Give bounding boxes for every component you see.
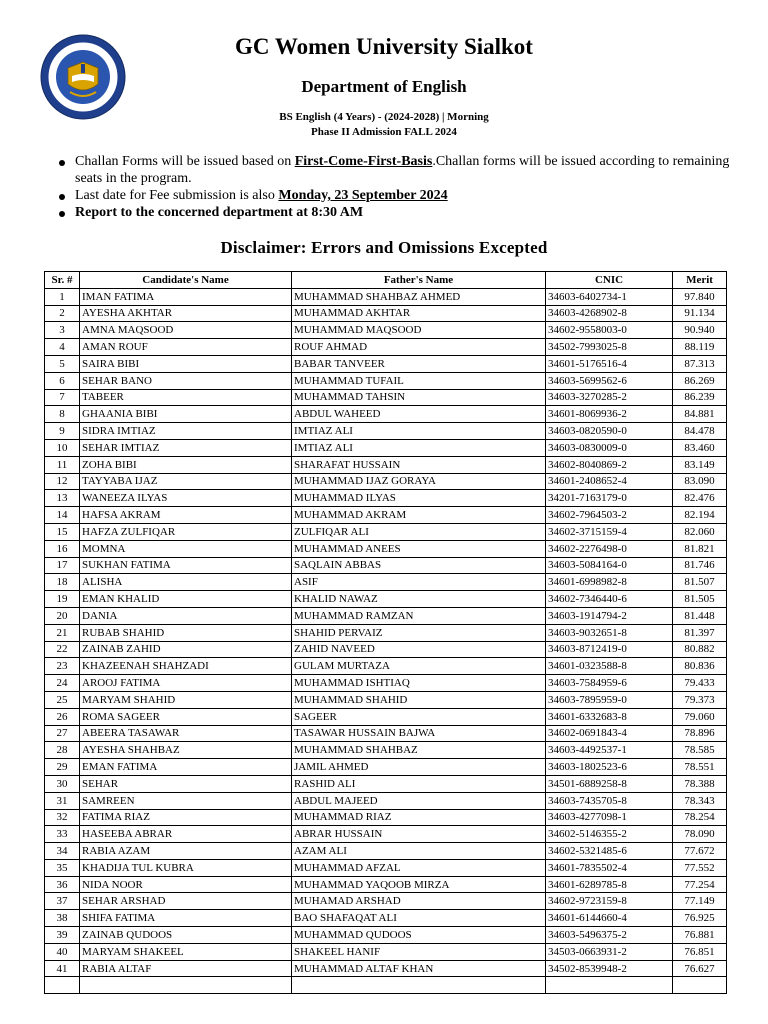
cell-father-name: MUHAMMAD RAMZAN <box>292 607 546 624</box>
table-row <box>45 725 727 742</box>
cell-cnic: 34602-7346440-6 <box>546 591 673 608</box>
cell-merit: 81.746 <box>673 557 727 574</box>
merit-list-table <box>44 271 727 994</box>
cell-merit: 81.505 <box>673 591 727 608</box>
cell-father-name: GULAM MURTAZA <box>292 658 546 675</box>
table-row <box>45 859 727 876</box>
first-come-basis-text: First-Come-First-Basis <box>294 154 433 169</box>
cell-father-name: MUHAMMAD RIAZ <box>292 809 546 826</box>
table-row <box>45 406 727 423</box>
cell-merit: 81.507 <box>673 574 727 591</box>
table-row <box>45 540 727 557</box>
university-title: GC Women University Sialkot <box>235 34 533 59</box>
cell-merit <box>673 977 727 994</box>
cell-sr: 4 <box>45 339 80 356</box>
cell-father-name: KHALID NAWAZ <box>292 591 546 608</box>
department-title: Department of English <box>301 77 467 96</box>
cell-father-name: ZULFIQAR ALI <box>292 523 546 540</box>
instruction-text: Challan Forms will be issued based on <box>75 154 295 169</box>
cell-merit: 78.388 <box>673 775 727 792</box>
header-cnic: CNIC <box>546 272 673 289</box>
table-row <box>45 305 727 322</box>
cell-sr: 38 <box>45 910 80 927</box>
cell-father-name: MUHAMMAD AFZAL <box>292 859 546 876</box>
cell-father-name: RASHID ALI <box>292 775 546 792</box>
cell-father-name: MUHAMMAD MAQSOOD <box>292 322 546 339</box>
cell-candidate-name: KHAZEENAH SHAHZADI <box>80 658 292 675</box>
cell-candidate-name: MARYAM SHAKEEL <box>80 943 292 960</box>
table-row <box>45 523 727 540</box>
cell-cnic: 34501-6889258-8 <box>546 775 673 792</box>
table-row <box>45 893 727 910</box>
cell-sr: 40 <box>45 943 80 960</box>
table-row <box>45 322 727 339</box>
table-row <box>45 473 727 490</box>
cell-candidate-name: WANEEZA ILYAS <box>80 490 292 507</box>
table-row <box>45 574 727 591</box>
cell-candidate-name: SHIFA FATIMA <box>80 910 292 927</box>
cell-candidate-name: HAFSA AKRAM <box>80 507 292 524</box>
table-row <box>45 826 727 843</box>
cell-merit: 78.896 <box>673 725 727 742</box>
cell-father-name: MUHAMMAD ILYAS <box>292 490 546 507</box>
cell-father-name: ABDUL MAJEED <box>292 792 546 809</box>
cell-father-name: ABDUL WAHEED <box>292 406 546 423</box>
cell-sr: 25 <box>45 691 80 708</box>
cell-father-name: SHAKEEL HANIF <box>292 943 546 960</box>
cell-sr: 20 <box>45 607 80 624</box>
cell-candidate-name: MOMNA <box>80 540 292 557</box>
cell-candidate-name: TAYYABA IJAZ <box>80 473 292 490</box>
cell-merit: 83.149 <box>673 456 727 473</box>
table-row <box>45 288 727 305</box>
last-date-text: Monday, 23 September 2024 <box>278 188 448 203</box>
cell-cnic: 34601-5176516-4 <box>546 355 673 372</box>
cell-merit: 88.119 <box>673 339 727 356</box>
cell-merit: 78.254 <box>673 809 727 826</box>
cell-sr: 18 <box>45 574 80 591</box>
cell-candidate-name: HASEEBA ABRAR <box>80 826 292 843</box>
cell-cnic: 34603-7895959-0 <box>546 691 673 708</box>
table-row <box>45 775 727 792</box>
cell-father-name: BAO SHAFAQAT ALI <box>292 910 546 927</box>
cell-candidate-name: SAIRA BIBI <box>80 355 292 372</box>
cell-candidate-name: SAMREEN <box>80 792 292 809</box>
cell-cnic: 34601-6144660-4 <box>546 910 673 927</box>
cell-sr: 23 <box>45 658 80 675</box>
cell-sr: 17 <box>45 557 80 574</box>
cell-cnic: 34603-7584959-6 <box>546 675 673 692</box>
cell-father-name: SHARAFAT HUSSAIN <box>292 456 546 473</box>
cell-father-name: MUHAMMAD ALTAF KHAN <box>292 960 546 977</box>
table-row <box>45 591 727 608</box>
cell-merit: 79.060 <box>673 708 727 725</box>
cell-sr: 22 <box>45 641 80 658</box>
cell-candidate-name: RABIA ALTAF <box>80 960 292 977</box>
cell-cnic: 34603-4492537-1 <box>546 742 673 759</box>
cell-father-name: MUHAMMAD SHAHID <box>292 691 546 708</box>
cell-cnic: 34602-9723159-8 <box>546 893 673 910</box>
cell-cnic: 34602-5321485-6 <box>546 843 673 860</box>
cell-candidate-name: AMNA MAQSOOD <box>80 322 292 339</box>
cell-sr: 19 <box>45 591 80 608</box>
cell-cnic: 34601-8069936-2 <box>546 406 673 423</box>
table-row <box>45 439 727 456</box>
cell-cnic: 34603-0830009-0 <box>546 439 673 456</box>
cell-cnic <box>546 977 673 994</box>
cell-father-name: ABRAR HUSSAIN <box>292 826 546 843</box>
cell-sr: 37 <box>45 893 80 910</box>
cell-merit: 81.821 <box>673 540 727 557</box>
cell-merit: 86.239 <box>673 389 727 406</box>
cell-candidate-name: RUBAB SHAHID <box>80 624 292 641</box>
cell-merit: 82.060 <box>673 523 727 540</box>
cell-father-name <box>292 977 546 994</box>
table-row <box>45 809 727 826</box>
cell-cnic: 34603-1914794-2 <box>546 607 673 624</box>
header-candidate-name: Candidate's Name <box>80 272 292 289</box>
cell-father-name: MUHAMMAD ANEES <box>292 540 546 557</box>
cell-sr: 5 <box>45 355 80 372</box>
cell-sr: 29 <box>45 759 80 776</box>
instruction-challan <box>58 153 738 187</box>
instruction-last-date <box>58 187 738 204</box>
cell-cnic: 34603-4277098-1 <box>546 809 673 826</box>
cell-sr: 24 <box>45 675 80 692</box>
cell-cnic: 34602-3715159-4 <box>546 523 673 540</box>
cell-candidate-name: SIDRA IMTIAZ <box>80 423 292 440</box>
table-row <box>45 355 727 372</box>
cell-merit: 79.433 <box>673 675 727 692</box>
cell-sr: 16 <box>45 540 80 557</box>
cell-merit: 76.881 <box>673 927 727 944</box>
report-time-text: Report to the concerned department at 8:30 AM <box>75 205 364 220</box>
cell-sr: 1 <box>45 288 80 305</box>
header-merit: Merit <box>673 272 727 289</box>
cell-candidate-name: SUKHAN FATIMA <box>80 557 292 574</box>
table-row <box>45 456 727 473</box>
cell-merit: 84.478 <box>673 423 727 440</box>
cell-candidate-name: RABIA AZAM <box>80 843 292 860</box>
cell-candidate-name: FATIMA RIAZ <box>80 809 292 826</box>
cell-candidate-name: AROOJ FATIMA <box>80 675 292 692</box>
cell-father-name: IMTIAZ ALI <box>292 439 546 456</box>
table-row <box>45 691 727 708</box>
cell-cnic: 34601-6998982-8 <box>546 574 673 591</box>
cell-merit: 84.881 <box>673 406 727 423</box>
cell-sr: 30 <box>45 775 80 792</box>
cell-merit: 80.836 <box>673 658 727 675</box>
cell-cnic: 34201-7163179-0 <box>546 490 673 507</box>
cell-merit: 87.313 <box>673 355 727 372</box>
cell-father-name: MUHAMMAD QUDOOS <box>292 927 546 944</box>
cell-sr: 15 <box>45 523 80 540</box>
cell-candidate-name: AMAN ROUF <box>80 339 292 356</box>
cell-cnic: 34503-0663931-2 <box>546 943 673 960</box>
table-row <box>45 910 727 927</box>
table-row <box>45 607 727 624</box>
table-row <box>45 792 727 809</box>
cell-cnic: 34602-0691843-4 <box>546 725 673 742</box>
cell-candidate-name: SEHAR ARSHAD <box>80 893 292 910</box>
cell-merit: 79.373 <box>673 691 727 708</box>
cell-merit: 91.134 <box>673 305 727 322</box>
cell-cnic: 34602-8040869-2 <box>546 456 673 473</box>
header-father-name: Father's Name <box>292 272 546 289</box>
cell-sr: 8 <box>45 406 80 423</box>
cell-father-name: MUHAMMAD AKRAM <box>292 507 546 524</box>
cell-father-name: MUHAMMAD ISHTIAQ <box>292 675 546 692</box>
cell-candidate-name: ROMA SAGEER <box>80 708 292 725</box>
cell-sr: 2 <box>45 305 80 322</box>
cell-candidate-name: AYESHA AKHTAR <box>80 305 292 322</box>
cell-merit: 80.882 <box>673 641 727 658</box>
cell-father-name: JAMIL AHMED <box>292 759 546 776</box>
table-row <box>45 389 727 406</box>
table-row <box>45 372 727 389</box>
table-row <box>45 927 727 944</box>
cell-candidate-name: SEHAR BANO <box>80 372 292 389</box>
cell-merit: 90.940 <box>673 322 727 339</box>
table-row <box>45 943 727 960</box>
cell-sr: 28 <box>45 742 80 759</box>
cell-sr: 11 <box>45 456 80 473</box>
cell-merit: 78.090 <box>673 826 727 843</box>
cell-cnic: 34603-9032651-8 <box>546 624 673 641</box>
cell-cnic: 34601-0323588-8 <box>546 658 673 675</box>
cell-cnic: 34603-6402734-1 <box>546 288 673 305</box>
cell-candidate-name: ABEERA TASAWAR <box>80 725 292 742</box>
cell-merit: 77.254 <box>673 876 727 893</box>
cell-merit: 81.448 <box>673 607 727 624</box>
cell-candidate-name: KHADIJA TUL KUBRA <box>80 859 292 876</box>
cell-cnic: 34603-5496375-2 <box>546 927 673 944</box>
cell-merit: 83.460 <box>673 439 727 456</box>
cell-cnic: 34602-9558003-0 <box>546 322 673 339</box>
cell-sr: 35 <box>45 859 80 876</box>
cell-cnic: 34602-2276498-0 <box>546 540 673 557</box>
cell-cnic: 34603-7435705-8 <box>546 792 673 809</box>
cell-candidate-name: SEHAR <box>80 775 292 792</box>
instruction-report <box>58 204 738 221</box>
cell-sr: 36 <box>45 876 80 893</box>
cell-cnic: 34601-6289785-8 <box>546 876 673 893</box>
table-row <box>45 759 727 776</box>
table-row <box>45 557 727 574</box>
cell-cnic: 34601-6332683-8 <box>546 708 673 725</box>
cell-cnic: 34603-5084164-0 <box>546 557 673 574</box>
cell-father-name: BABAR TANVEER <box>292 355 546 372</box>
cell-father-name: MUHAMMAD TUFAIL <box>292 372 546 389</box>
program-info <box>0 110 768 140</box>
cell-merit: 76.925 <box>673 910 727 927</box>
cell-father-name: MUHAMMAD SHAHBAZ <box>292 742 546 759</box>
cell-cnic: 34502-8539948-2 <box>546 960 673 977</box>
cell-candidate-name: ALISHA <box>80 574 292 591</box>
cell-sr: 3 <box>45 322 80 339</box>
table-row <box>45 843 727 860</box>
cell-merit: 86.269 <box>673 372 727 389</box>
cell-merit: 78.585 <box>673 742 727 759</box>
cell-candidate-name: GHAANIA BIBI <box>80 406 292 423</box>
table-row <box>45 675 727 692</box>
cell-sr: 9 <box>45 423 80 440</box>
header-sr: Sr. # <box>45 272 80 289</box>
cell-father-name: ROUF AHMAD <box>292 339 546 356</box>
cell-cnic: 34602-7964503-2 <box>546 507 673 524</box>
cell-cnic: 34603-3270285-2 <box>546 389 673 406</box>
cell-sr: 13 <box>45 490 80 507</box>
cell-merit: 76.627 <box>673 960 727 977</box>
cell-merit: 81.397 <box>673 624 727 641</box>
cell-merit: 82.476 <box>673 490 727 507</box>
cell-sr: 6 <box>45 372 80 389</box>
cell-father-name: AZAM ALI <box>292 843 546 860</box>
cell-candidate-name: TABEER <box>80 389 292 406</box>
cell-father-name: MUHAMMAD SHAHBAZ AHMED <box>292 288 546 305</box>
cell-candidate-name: ZAINAB ZAHID <box>80 641 292 658</box>
cell-father-name: MUHAMAD ARSHAD <box>292 893 546 910</box>
table-row <box>45 876 727 893</box>
cell-father-name: MUHAMMAD IJAZ GORAYA <box>292 473 546 490</box>
cell-candidate-name: MARYAM SHAHID <box>80 691 292 708</box>
cell-candidate-name: EMAN FATIMA <box>80 759 292 776</box>
cell-sr: 21 <box>45 624 80 641</box>
cell-sr: 27 <box>45 725 80 742</box>
cell-sr: 14 <box>45 507 80 524</box>
table-row <box>45 423 727 440</box>
cell-candidate-name: HAFZA ZULFIQAR <box>80 523 292 540</box>
cell-cnic: 34602-5146355-2 <box>546 826 673 843</box>
disclaimer-heading: Disclaimer: Errors and Omissions Excepted <box>220 238 548 257</box>
cell-merit: 76.851 <box>673 943 727 960</box>
cell-candidate-name: ZOHA BIBI <box>80 456 292 473</box>
cell-candidate-name: IMAN FATIMA <box>80 288 292 305</box>
table-row <box>45 658 727 675</box>
cell-candidate-name: DANIA <box>80 607 292 624</box>
cell-merit: 78.551 <box>673 759 727 776</box>
cell-cnic: 34603-1802523-6 <box>546 759 673 776</box>
table-row <box>45 339 727 356</box>
instruction-text: Last date for Fee submission is also <box>75 188 279 203</box>
cell-cnic: 34603-0820590-0 <box>546 423 673 440</box>
cell-candidate-name: AYESHA SHAHBAZ <box>80 742 292 759</box>
cell-sr: 31 <box>45 792 80 809</box>
cell-sr: 33 <box>45 826 80 843</box>
cell-cnic: 34601-7835502-4 <box>546 859 673 876</box>
table-row <box>45 742 727 759</box>
cell-candidate-name: ZAINAB QUDOOS <box>80 927 292 944</box>
cell-merit: 83.090 <box>673 473 727 490</box>
table-header-row <box>45 272 727 289</box>
table-row <box>45 977 727 994</box>
table-row <box>45 490 727 507</box>
cell-merit: 97.840 <box>673 288 727 305</box>
cell-sr: 41 <box>45 960 80 977</box>
cell-sr: 10 <box>45 439 80 456</box>
table-row <box>45 507 727 524</box>
cell-father-name: MUHAMMAD AKHTAR <box>292 305 546 322</box>
phase-line: Phase II Admission FALL 2024 <box>311 126 457 138</box>
cell-father-name: ZAHID NAVEED <box>292 641 546 658</box>
cell-merit: 77.149 <box>673 893 727 910</box>
cell-candidate-name: EMAN KHALID <box>80 591 292 608</box>
cell-merit: 77.552 <box>673 859 727 876</box>
table-row <box>45 960 727 977</box>
cell-father-name: ASIF <box>292 574 546 591</box>
cell-cnic: 34603-8712419-0 <box>546 641 673 658</box>
table-row <box>45 641 727 658</box>
program-line: BS English (4 Years) - (2024-2028) | Morning <box>279 111 489 123</box>
cell-candidate-name <box>80 977 292 994</box>
cell-sr: 39 <box>45 927 80 944</box>
cell-cnic: 34502-7993025-8 <box>546 339 673 356</box>
cell-sr: 12 <box>45 473 80 490</box>
cell-cnic: 34603-5699562-6 <box>546 372 673 389</box>
cell-father-name: MUHAMMAD YAQOOB MIRZA <box>292 876 546 893</box>
cell-cnic: 34601-2408652-4 <box>546 473 673 490</box>
cell-merit: 78.343 <box>673 792 727 809</box>
cell-merit: 77.672 <box>673 843 727 860</box>
instructions-list <box>58 153 738 221</box>
cell-sr: 7 <box>45 389 80 406</box>
table-row <box>45 708 727 725</box>
cell-father-name: TASAWAR HUSSAIN BAJWA <box>292 725 546 742</box>
cell-sr: 32 <box>45 809 80 826</box>
cell-father-name: SAGEER <box>292 708 546 725</box>
cell-sr: 34 <box>45 843 80 860</box>
cell-sr <box>45 977 80 994</box>
table-row <box>45 624 727 641</box>
instruction-text: .Challan forms will be issued according to remaining seats in the program. <box>75 154 730 186</box>
cell-father-name: SAQLAIN ABBAS <box>292 557 546 574</box>
cell-cnic: 34603-4268902-8 <box>546 305 673 322</box>
cell-father-name: SHAHID PERVAIZ <box>292 624 546 641</box>
cell-candidate-name: NIDA NOOR <box>80 876 292 893</box>
cell-father-name: MUHAMMAD TAHSIN <box>292 389 546 406</box>
cell-candidate-name: SEHAR IMTIAZ <box>80 439 292 456</box>
cell-merit: 82.194 <box>673 507 727 524</box>
cell-father-name: IMTIAZ ALI <box>292 423 546 440</box>
cell-sr: 26 <box>45 708 80 725</box>
